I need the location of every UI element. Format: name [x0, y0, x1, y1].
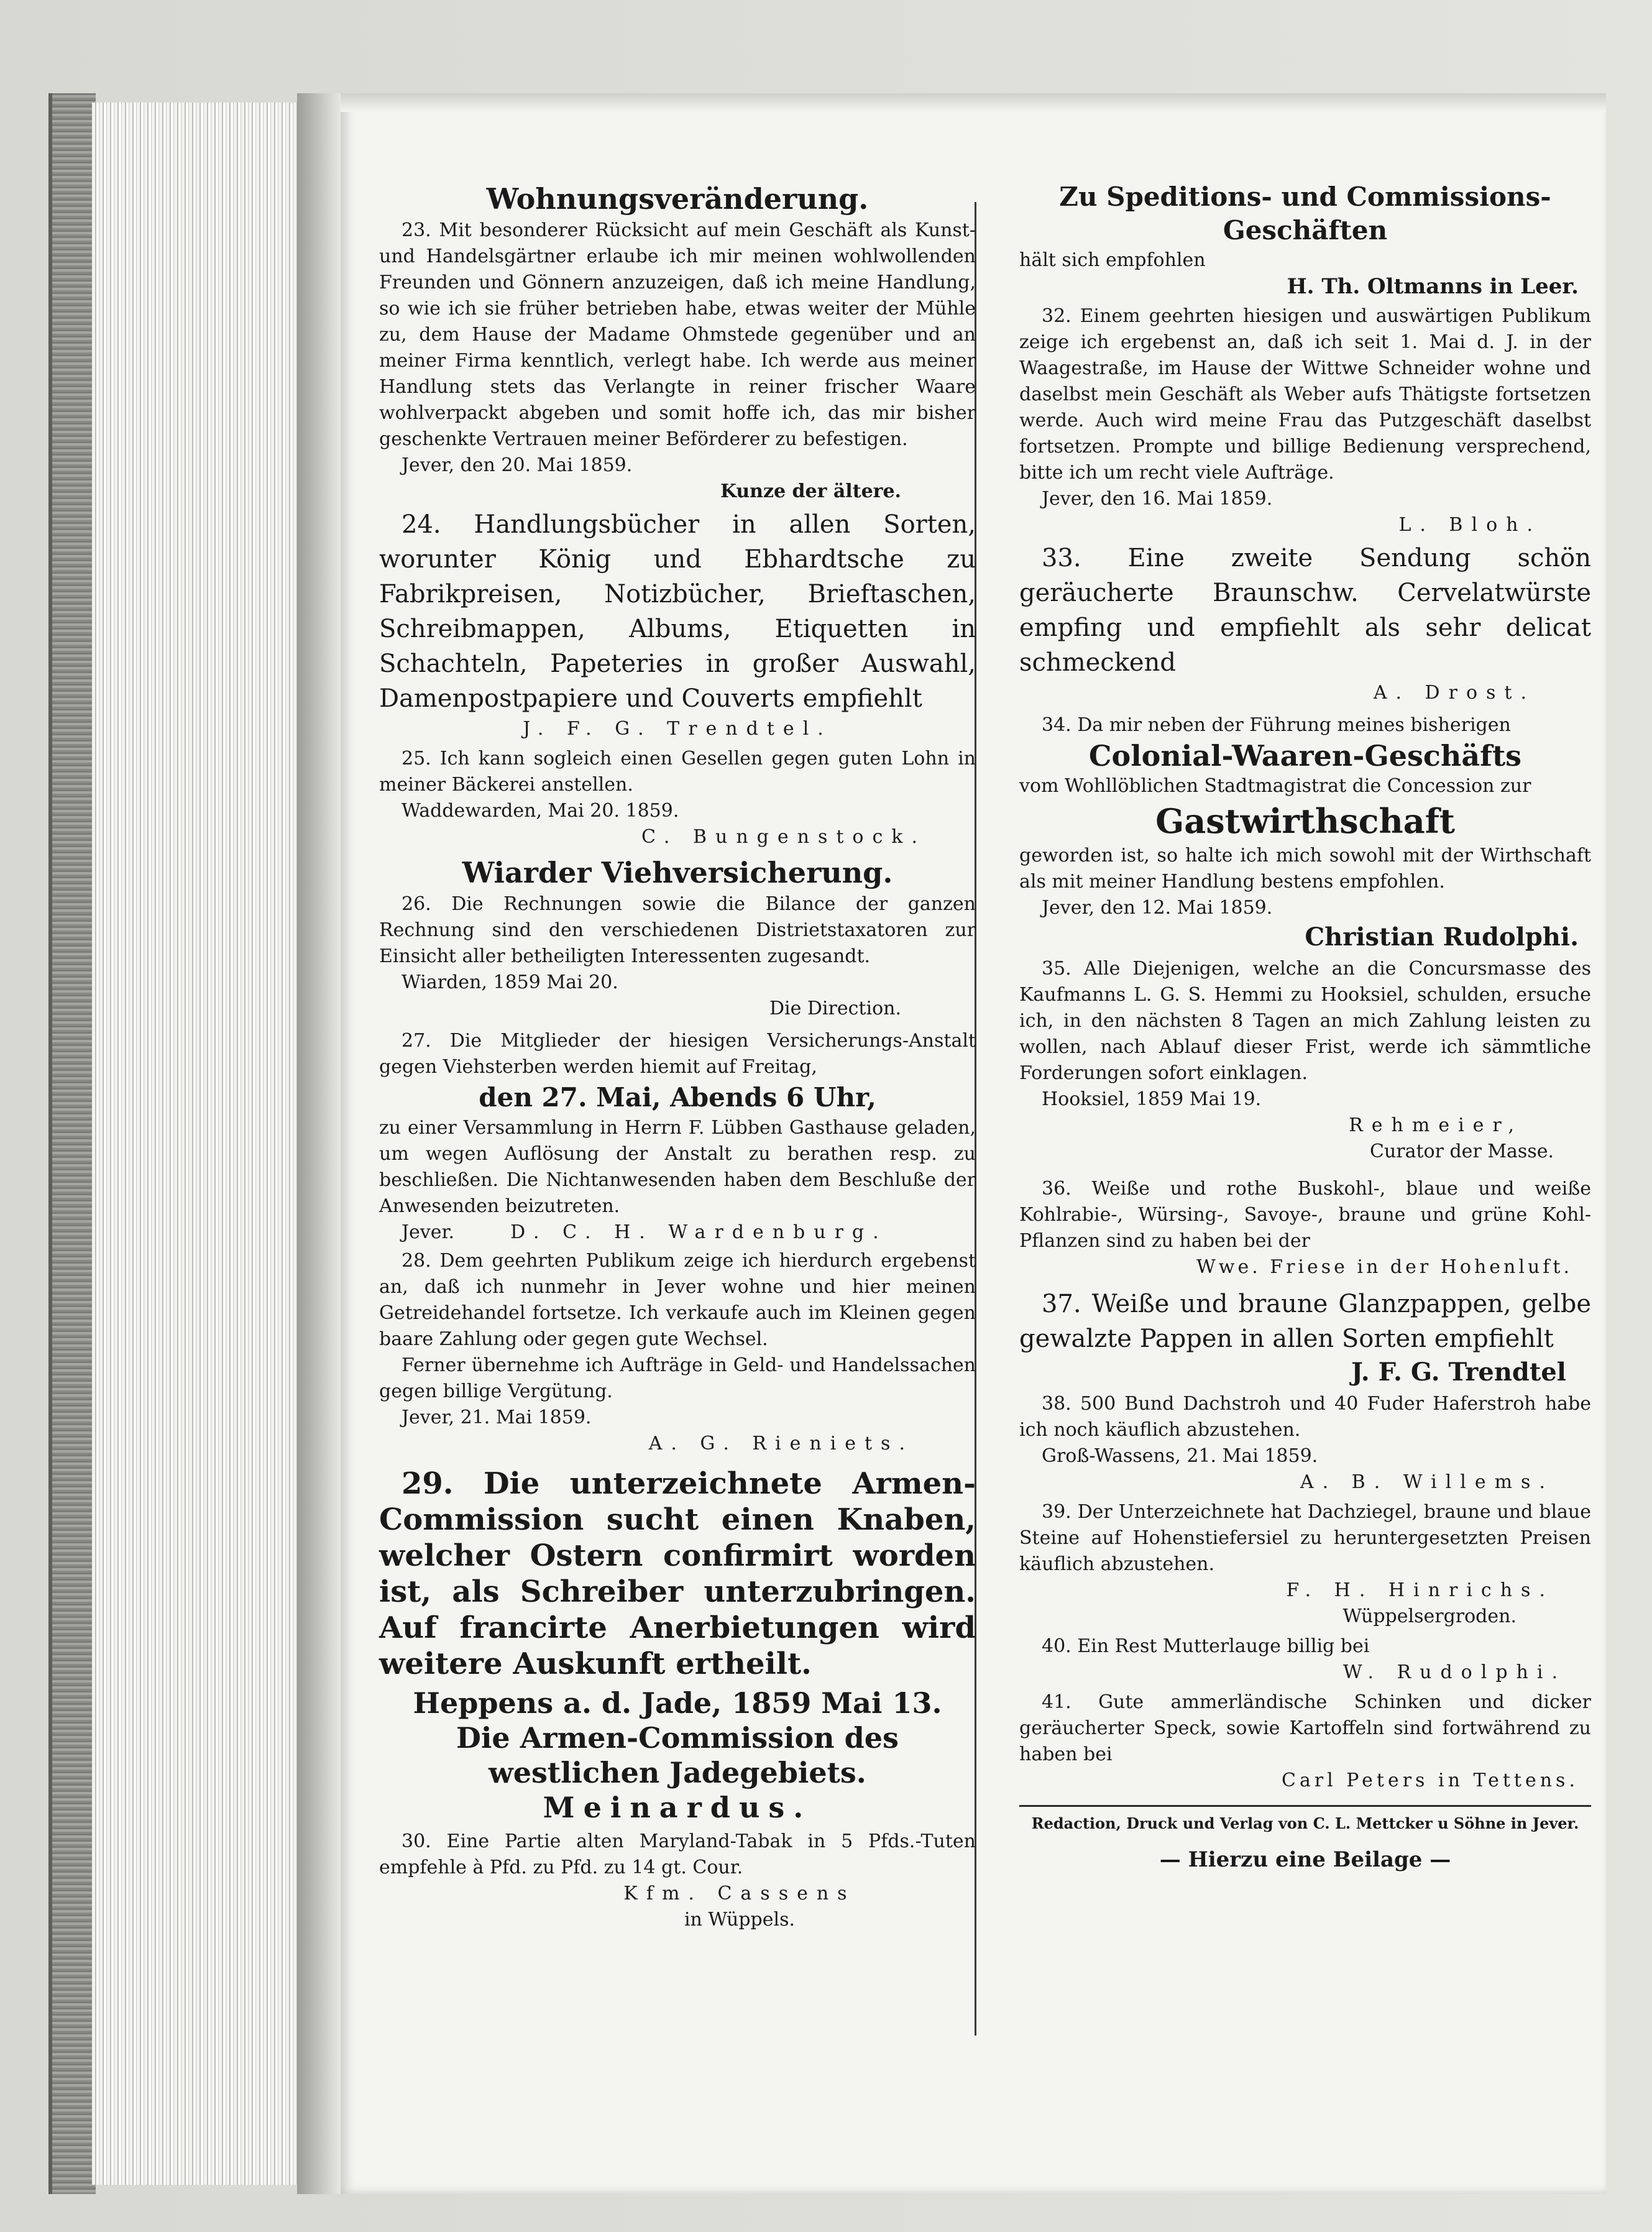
ad-40-signature: W. Rudolphi.	[1342, 1661, 1566, 1683]
heading-speditions-geschaeften: Zu Speditions- und Commissions-Geschäften	[1059, 181, 1551, 246]
ad-27-place: Jever.	[402, 1221, 455, 1243]
ad-25-text: 25. Ich kann sogleich einen Gesellen gegen guten Lohn in meiner Bäckerei anstellen.	[379, 748, 976, 796]
book-gutter	[297, 93, 341, 2194]
right-column	[1019, 180, 1591, 1873]
ad-29-signature: Meinardus.	[543, 1791, 812, 1824]
ad-27-text-continued: zu einer Versammlung in Herrn F. Lübben Gasthause geladen, um wegen Auflösung der Anstalt zu berathen resp. zu beschließen. Die Nichtanwesenden haben dem Beschluße der Anwesenden beizutreten.	[379, 1117, 976, 1217]
page-edges	[92, 103, 297, 2185]
ad-24-text: 24. Handlungsbücher in allen Sorten, worunter König und Ebhardtsche zu Fabrikpreisen, Notizbücher, Brieftaschen, Schreibmappen, Albums, Etiquetten in Schachteln, Papeteries in großer Auswahl, Damenpostpapiere und Couverts empfiehlt	[379, 510, 976, 713]
ad-25-signature: C. Bungenstock.	[641, 826, 926, 848]
ad-35-date: Hooksiel, 1859 Mai 19.	[1042, 1088, 1262, 1110]
heading-wohnungsveraenderung: Wohnungsveränderung.	[486, 182, 869, 216]
left-column	[379, 180, 976, 1933]
ad-24-signature: J. F. G. Trendtel.	[523, 718, 832, 740]
heading-wiarder-viehversicherung: Wiarder Viehversicherung.	[462, 856, 893, 889]
ad-25-date: Waddewarden, Mai 20. 1859.	[402, 800, 679, 822]
ad-32-date: Jever, den 16. Mai 1859.	[1042, 488, 1273, 510]
ad-26-text: 26. Die Rechnungen sowie die Bilance der ganzen Rechnung sind den verschiedenen Distrietstaxatoren zur Einsicht aller betheiligten Interessenten zugesandt.	[379, 893, 976, 967]
ad-34-text-2: vom Wohllöblichen Stadtmagistrat die Concession zur	[1019, 775, 1531, 797]
ad-32-text: 32. Einem geehrten hiesigen und auswärtigen Publikum zeige ich ergebenst an, daß ich seit 1. Mai d. J. in der Waagestraße, im Hause der Wittwe Schneider wohne und daselbst mein Geschäft als Weber aufs Thätigste fortsetzen werde. Auch wird meine Frau das Putzgeschäft daselbst fortsetzen. Prompte und billige Bedienung versprechend, bitte ich um recht viele Aufträge.	[1019, 305, 1591, 484]
ad-28-text-2: Ferner übernehme ich Aufträge in Geld- und Handelssachen gegen billige Vergütung.	[379, 1354, 976, 1402]
ad-38-signature: A. B. Willems.	[1300, 1471, 1554, 1493]
ad-37-text: 37. Weiße und braune Glanzpappen, gelbe gewalzte Pappen in allen Sorten empfiehlt	[1019, 1290, 1591, 1353]
ad-29-text: 29. Die unterzeichnete Armen-Commission sucht einen Knaben, welcher Ostern confirmirt worden ist, als Schreiber unterzubringen. Auf francirte Anerbietungen wird weitere Auskunft ertheilt.	[379, 1466, 976, 1681]
ad-30-place: in Wüppels.	[684, 1909, 796, 1931]
ad-41-text: 41. Gute ammerländische Schinken und dicker geräucherter Speck, sowie Kartoffeln sind fortwährend zu haben bei	[1019, 1691, 1591, 1765]
ad-32-signature: L. Bloh.	[1398, 514, 1541, 536]
ad-23-date: Jever, den 20. Mai 1859.	[402, 454, 633, 476]
ad-38-text: 38. 500 Bund Dachstroh und 40 Fuder Haferstroh habe ich noch käuflich abzustehen.	[1019, 1393, 1591, 1441]
ad-33-text: 33. Eine zweite Sendung schön geräucherte Braunschw. Cervelatwürste empfing und empfiehlt als sehr delicat schmeckend	[1019, 544, 1591, 677]
ad-41-signature: Carl Peters in Tettens.	[1282, 1770, 1579, 1791]
ad-34-signature: Christian Rudolphi.	[1305, 922, 1579, 952]
ad-34-text-3: geworden ist, so halte ich mich sowohl mit der Wirthschaft als mit meiner Handlung bestens empfohlen.	[1019, 845, 1591, 893]
book-cover-edge	[48, 93, 96, 2194]
ad-30-text: 30. Eine Partie alten Maryland-Tabak in 5 Pfds.-Tuten empfehle à Pfd. zu Pfd. zu 14 gt. Cour.	[379, 1830, 976, 1878]
ad-34-heading-gastwirthschaft: Gastwirthschaft	[1155, 801, 1455, 841]
ad-28-text: 28. Dem geehrten Publikum zeige ich hierdurch ergebenst an, daß ich nunmehr in Jever wohne und hier meinen Getreidehandel fortsetze. Ich verkaufe auch im Kleinen gegen baare Zahlung oder gegen gute Wechsel.	[379, 1250, 976, 1350]
ad-39-signature: F. H. Hinrichs.	[1286, 1579, 1554, 1601]
ad-34-date: Jever, den 12. Mai 1859.	[1042, 897, 1273, 919]
ad-23-signature: Kunze der ältere.	[720, 480, 901, 502]
ad-27-text: 27. Die Mitglieder der hiesigen Versicherungs-Anstalt gegen Viehsterben werden hiemit auf Freitag,	[379, 1030, 976, 1078]
ad-27-date-highlight: den 27. Mai, Abends 6 Uhr,	[479, 1082, 876, 1113]
ad-31-signature: H. Th. Oltmanns in Leer.	[1287, 274, 1579, 299]
ad-34-heading-colonial: Colonial-Waaren-Geschäfts	[1088, 739, 1522, 773]
ad-37-signature: J. F. G. Trendtel	[1351, 1357, 1566, 1387]
ad-38-date: Groß-Wassens, 21. Mai 1859.	[1042, 1445, 1318, 1467]
imprint-line: Redaction, Druck und Verlag von C. L. Mettcker u Söhne in Jever.	[1031, 1814, 1579, 1832]
ad-26-signature: Die Direction.	[769, 998, 901, 1019]
supplement-note: — Hierzu eine Beilage —	[1159, 1847, 1451, 1872]
ad-39-place: Wüppelsergroden.	[1342, 1605, 1517, 1627]
ad-40-text: 40. Ein Rest Mutterlauge billig bei	[1042, 1635, 1370, 1657]
ad-30-signature: Kfm. Cassens	[623, 1883, 856, 1904]
ad-23-text: 23. Mit besonderer Rücksicht auf mein Geschäft als Kunst- und Handelsgärtner erlaube ich mir meinen wohlwollenden Freunden und Gönnern anzuzeigen, daß ich meine Handlung, so wie ich sie früher betrieben habe, etwas weiter der Mühle zu, dem Hause der Madame Ohmstede gegenüber und an meiner Firma kenntlich, verlegt habe. Ich werde aus meiner Handlung stets das Verlangte in reiner frischer Waare wohlverpackt abgeben und somit hoffe ich, das mir bisher geschenkte Vertrauen meiner Beförderer zu befestigen.	[379, 219, 976, 450]
ad-36-text: 36. Weiße und rothe Buskohl-, blaue und weiße Kohlrabie-, Würsing-, Savoye-, braune und grüne Kohl-Pflanzen sind zu haben bei der	[1019, 1178, 1591, 1252]
ad-29-place: Heppens a. d. Jade, 1859 Mai 13.	[413, 1686, 942, 1720]
ad-36-signature: Wwe. Friese in der Hohenluft.	[1196, 1256, 1572, 1278]
ad-27-signature: D. C. H. Wardenburg.	[510, 1221, 888, 1243]
newspaper-page	[341, 93, 1606, 2194]
ad-33-signature: A. Drost.	[1373, 682, 1535, 704]
ad-34-text: 34. Da mir neben der Führung meines bisherigen	[1042, 714, 1511, 736]
ad-28-signature: A. G. Rieniets.	[648, 1433, 914, 1454]
ad-35-text: 35. Alle Diejenigen, welche an die Concursmasse des Kaufmanns L. G. S. Hemmi zu Hooksiel, schulden, ersuche ich, in den nächsten 8 Tagen an mich Zahlung leisten zu wollen, nach Ablauf dieser Frist, werde ich sämmtliche Forderungen sofort einklagen.	[1019, 958, 1591, 1084]
ad-29-organisation: Die Armen-Commission des westlichen Jadegebiets.	[456, 1721, 899, 1789]
ad-35-signature: Rehmeier,	[1349, 1114, 1523, 1136]
ad-39-text: 39. Der Unterzeichnete hat Dachziegel, braune und blaue Steine auf Hohenstiefersiel zu heruntergesetzten Preisen käuflich abzustehen.	[1019, 1501, 1591, 1575]
ad-26-date: Wiarden, 1859 Mai 20.	[402, 971, 618, 993]
footer-rule	[1019, 1805, 1591, 1807]
ad-31-text: hält sich empfohlen	[1019, 249, 1206, 271]
ad-28-date: Jever, 21. Mai 1859.	[402, 1407, 592, 1428]
ad-35-signature-2: Curator der Masse.	[1369, 1141, 1554, 1162]
page-top-shadow	[341, 93, 1606, 112]
